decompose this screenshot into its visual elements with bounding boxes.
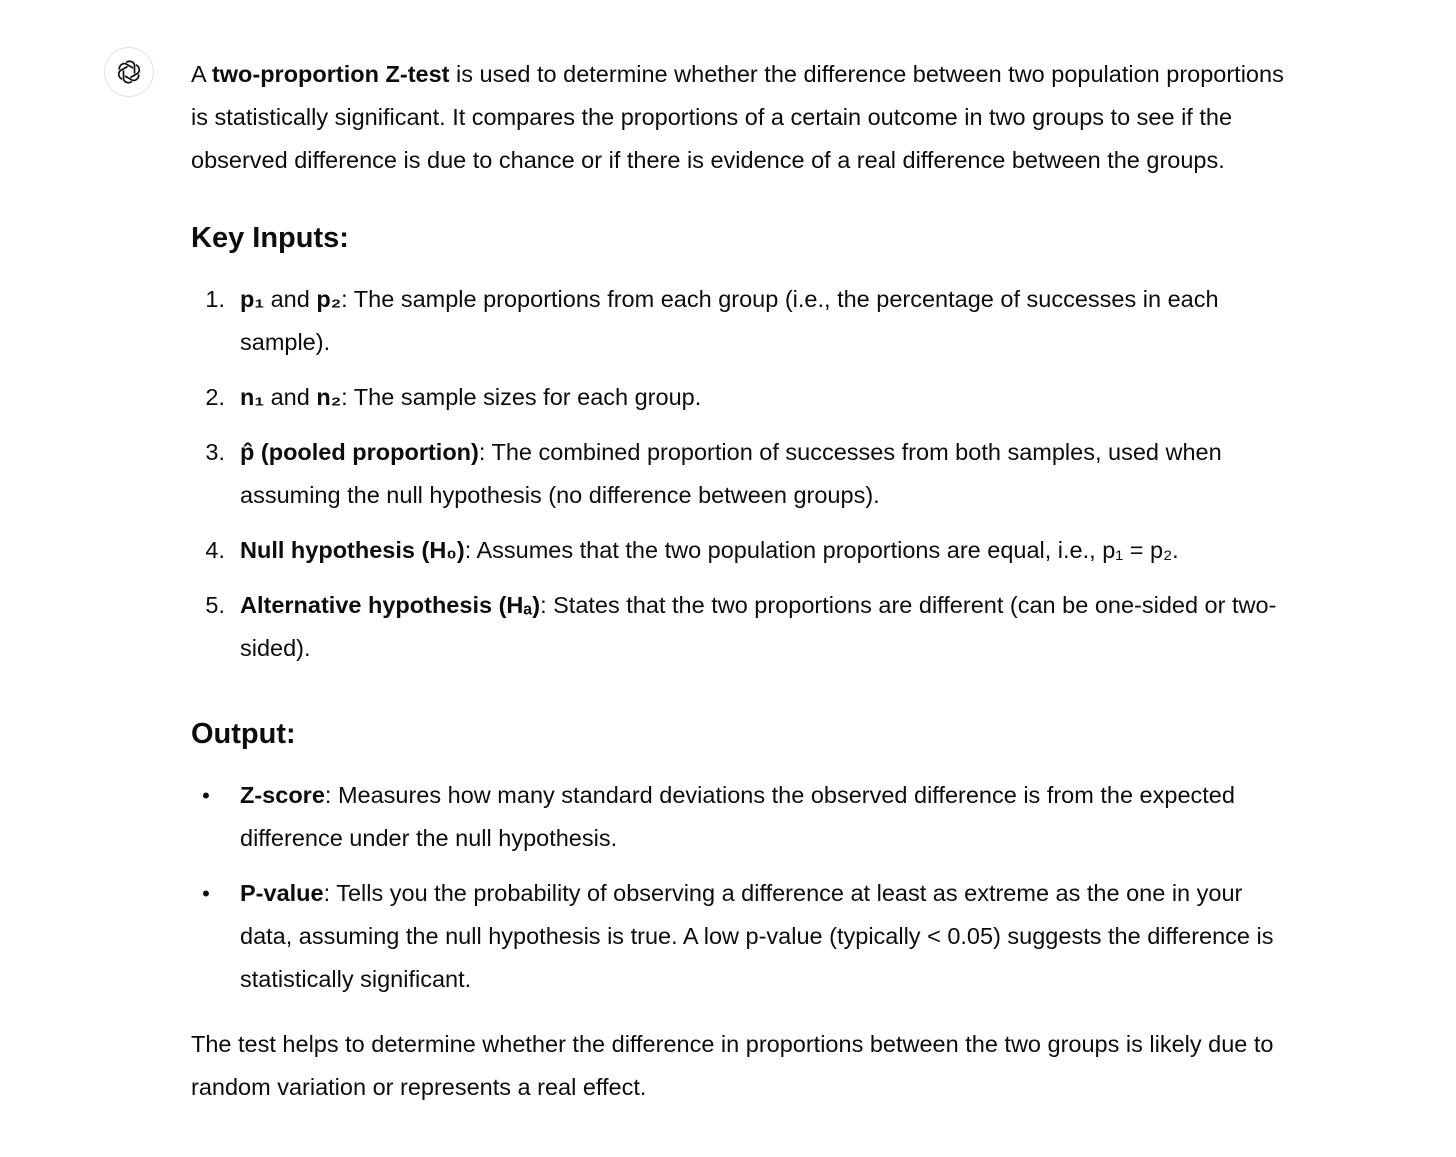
list-marker: 5. [205, 592, 225, 618]
item-text: : The combined proportion of successes from both samples, used when assuming the null hypothesis (no difference between groups). [240, 439, 1222, 508]
list-item [191, 278, 1291, 364]
item-text: : The sample proportions from each group (i.e., the percentage of successes in each sample). [240, 286, 1219, 355]
item-term: Null hypothesis (H₀) [240, 537, 465, 563]
list-item [191, 529, 1291, 572]
item-term: n₁ [240, 384, 265, 410]
intro-text: is used to determine whether the difference between two population proportions is statistically significant. It compares the proportions of a certain outcome in two groups to see if the observed difference is due to chance or if there is evidence of a real difference between the groups. [191, 61, 1284, 173]
list-marker: 4. [205, 537, 225, 563]
item-term: n₂ [316, 384, 342, 410]
item-connector: and [264, 384, 317, 410]
openai-logo-icon [114, 57, 144, 87]
closing-paragraph: The test helps to determine whether the difference in proportions between the two groups is likely due to random variation or represents a real effect. [191, 1031, 1274, 1100]
list-marker: 3. [205, 439, 225, 465]
intro-prefix: A [191, 61, 212, 87]
list-item [191, 774, 1291, 860]
item-connector: and [264, 286, 317, 312]
item-term: Alternative hypothesis (Hₐ) [240, 592, 541, 618]
assistant-avatar [104, 47, 154, 97]
bullet-marker: • [202, 783, 210, 808]
list-item [191, 431, 1291, 517]
list-marker: 1. [205, 286, 225, 312]
list-marker: 2. [205, 384, 225, 410]
key-inputs-heading: Key Inputs: [191, 222, 349, 254]
item-term: Z-score [240, 782, 325, 808]
list-item [191, 872, 1291, 1001]
intro-paragraph [191, 53, 1291, 182]
item-text: : Assumes that the two population proportions are equal, i.e., p₁ = p₂. [464, 537, 1179, 563]
item-term: P-value [240, 880, 324, 906]
item-term: p̂ (pooled proportion) [240, 439, 479, 465]
output-list [191, 774, 1291, 1001]
bullet-marker: • [202, 881, 210, 906]
key-inputs-list [191, 278, 1291, 670]
item-text: : States that the two proportions are different (can be one-sided or two-sided). [240, 592, 1277, 661]
item-term: p₂ [316, 286, 342, 312]
item-text: : Measures how many standard deviations the observed difference is from the expected difference under the null hypothesis. [240, 782, 1235, 851]
item-term: p₁ [240, 286, 265, 312]
item-text: : The sample sizes for each group. [341, 384, 702, 410]
list-item [191, 376, 1291, 419]
list-item [191, 584, 1291, 670]
assistant-message [191, 53, 1291, 1109]
intro-bold-term: two-proportion Z-test [211, 61, 450, 87]
output-heading: Output: [191, 718, 296, 750]
item-text: : Tells you the probability of observing a difference at least as extreme as the one in your data, assuming the null hypothesis is true. A low p-value (typically < 0.05) suggests the difference is statistically significant. [240, 880, 1274, 992]
